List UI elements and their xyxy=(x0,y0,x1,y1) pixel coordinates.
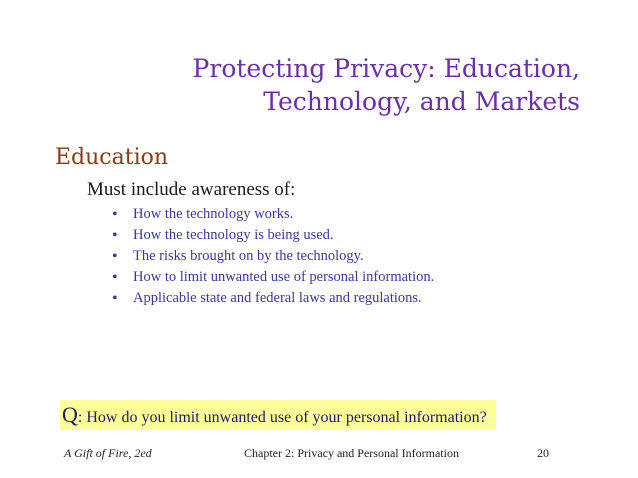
question-highlight-box xyxy=(60,400,496,430)
bullet-icon: • xyxy=(112,290,118,307)
footer-book-title: A Gift of Fire, 2ed xyxy=(64,446,152,460)
question-letter: Q xyxy=(62,402,78,427)
list-item-text: How the technology is being used. xyxy=(133,227,334,243)
list-item xyxy=(112,246,434,267)
section-heading: Education xyxy=(55,145,169,170)
list-item xyxy=(112,225,434,246)
slide-title-line-1: Protecting Privacy: Education, xyxy=(192,54,580,83)
list-item-text: How to limit unwanted use of personal information. xyxy=(133,269,435,285)
list-item-text: How the technology works. xyxy=(133,206,294,222)
bullet-list xyxy=(112,204,434,309)
slide-title-line-2: Technology, and Markets xyxy=(263,87,580,116)
list-item xyxy=(112,204,434,225)
bullet-icon: • xyxy=(112,227,118,244)
intro-text: Must include awareness of: xyxy=(87,179,296,200)
list-item xyxy=(112,267,434,288)
question-text: : How do you limit unwanted use of your personal information? xyxy=(77,409,487,426)
slide-title xyxy=(160,52,580,118)
bullet-icon: • xyxy=(112,269,118,286)
bullet-icon: • xyxy=(112,248,118,265)
footer-chapter-title: Chapter 2: Privacy and Personal Information xyxy=(244,446,459,460)
footer-page-number: 20 xyxy=(537,446,549,460)
list-item-text: Applicable state and federal laws and regulations. xyxy=(133,290,422,306)
bullet-icon: • xyxy=(112,206,118,223)
list-item xyxy=(112,288,434,309)
list-item-text: The risks brought on by the technology. xyxy=(133,248,364,264)
